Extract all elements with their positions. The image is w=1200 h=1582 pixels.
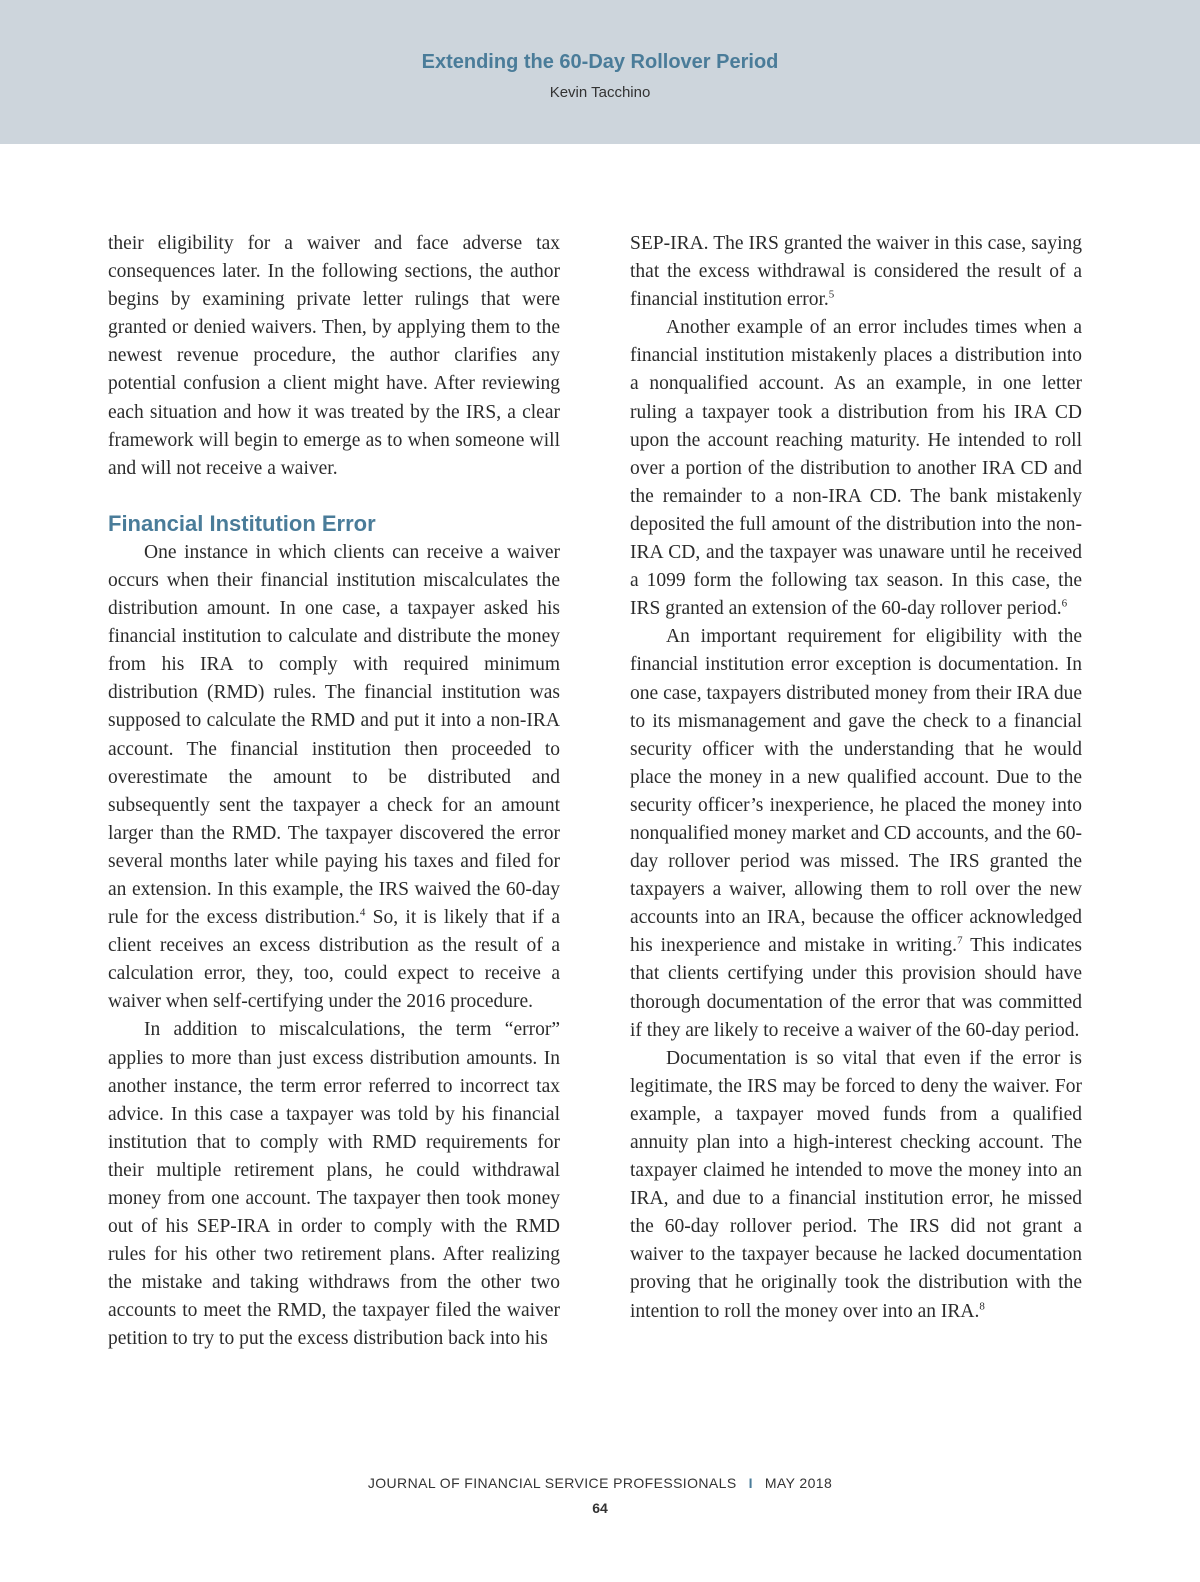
paragraph-text: Documentation is so vital that even if the error is legitimate, the IRS may be forced to deny the waiver. For example, a taxpayer moved funds from a qualified annuity plan into a high-interest checking account. The taxpayer claimed he intended to move the money into an IRA, and due to a financial institution error, he missed the 60-day rollover period. The IRS did not grant a waiver to the taxpayer because he lacked documentation proving that he originally took the distribution with the intention to roll the money over into an IRA. — [630, 1047, 1082, 1322]
footnote-ref: 7 — [957, 934, 963, 947]
paragraph — [630, 230, 1082, 314]
paragraph-text: In addition to miscalculations, the term “error” applies to more than just excess distribution amounts. In another instance, the term error referred to incorrect tax advice. In this case a taxpayer was told by his financial institution that to comply with RMD requirements for their multiple retirement plans, he could withdrawal money from one account. The taxpayer then took money out of his SEP-IRA in order to comply with the RMD rules for his other two retirement plans. After realizing the mistake and taking withdraws from the other two accounts to meet the RMD, the taxpayer filed the waiver petition to try to put the excess distribution back into his — [108, 1019, 560, 1350]
footer-separator: I — [748, 1475, 753, 1491]
paragraph-text: their eligibility for a waiver and face adverse tax consequences later. In the following sections, the author begins by examining private letter rulings that were granted or denied waivers. Then, by applying them to the newest revenue procedure, the author clarifies any potential confusion a client might have. After reviewing each situation and how it was treated by the IRS, a clear framework will begin to emerge as to when someone will and will not receive a waiver. — [108, 233, 560, 479]
right-column — [630, 230, 1082, 1326]
paragraph-text: So, it is likely that if a client receives an excess distribution as the result of a calculation error, they, too, could expect to receive a waiver when self-certifying under the 2016 procedure. — [108, 907, 560, 1013]
paragraph — [108, 539, 560, 1017]
paragraph — [630, 1045, 1082, 1326]
paragraph — [108, 230, 560, 483]
footnote-ref: 6 — [1061, 597, 1068, 610]
journal-name: JOURNAL OF FINANCIAL SERVICE PROFESSIONALS — [367, 1475, 737, 1491]
left-column — [108, 230, 560, 1354]
paragraph — [630, 314, 1082, 623]
paragraph — [108, 1016, 560, 1353]
paragraph-text: One instance in which clients can receive a waiver occurs when their financial institution miscalculates the distribution amount. In one case, a taxpayer asked his financial institution to calculate and distribute the money from his IRA to comply with required minimum distribution (RMD) rules. The financial institution was supposed to calculate the RMD and put it into a non-IRA account. The financial institution then proceeded to overestimate the amount to be distributed and subsequently sent the taxpayer a check for an amount larger than the RMD. The taxpayer discovered the error several months later while paying his taxes and filed for an extension. In this example, the IRS waived the 60-day rule for the excess distribution. — [108, 541, 560, 929]
article-title: Extending the 60-Day Rollover Period — [421, 51, 779, 73]
paragraph-text: An important requirement for eligibility with the financial institution error exception is documentation. In one case, taxpayers distributed money from their IRA due to its mismanagement and gave the check to a financial security officer with the understanding that he would place the money in a new qualified account. Due to the security officer’s inexperience, he placed the money into nonqualified money market and CD accounts, and the 60-day rollover period was missed. The IRS granted the taxpayers a waiver, allowing them to roll over the new accounts into an IRA, because the officer acknowledged his inexperience and mistake in writing. — [630, 626, 1082, 957]
paragraph-text: SEP-IRA. The IRS granted the waiver in this case, saying that the excess withdrawal is considered the result of a financial institution error. — [630, 233, 1082, 311]
section-heading: Financial Institution Error — [108, 510, 376, 536]
footer-line — [0, 1475, 1200, 1491]
footnote-ref: 5 — [828, 288, 835, 301]
footnote-ref: 4 — [359, 906, 366, 919]
paragraph — [630, 623, 1082, 1044]
page-number: 64 — [592, 1500, 608, 1516]
article-author: Kevin Tacchino — [549, 84, 651, 101]
issue-date: MAY 2018 — [764, 1475, 833, 1491]
paragraph-text: This indicates that clients certifying under this provision should have thorough documentation of the error that was committed if they are likely to receive a waiver of the 60-day period. — [630, 935, 1082, 1041]
footnote-ref: 8 — [979, 1300, 985, 1313]
paragraph-text: Another example of an error includes times when a financial institution mistakenly places a distribution into a nonqualified account. As an example, in one letter ruling a taxpayer took a distribution from his IRA CD upon the account reaching maturity. He intended to roll over a portion of the distribution to another IRA CD and the remainder to a non-IRA CD. The bank mistakenly deposited the full amount of the distribution into the non-IRA CD, and the taxpayer was unaware until he received a 1099 form the following tax season. In this case, the IRS granted an extension of the 60-day rollover period. — [630, 317, 1082, 620]
